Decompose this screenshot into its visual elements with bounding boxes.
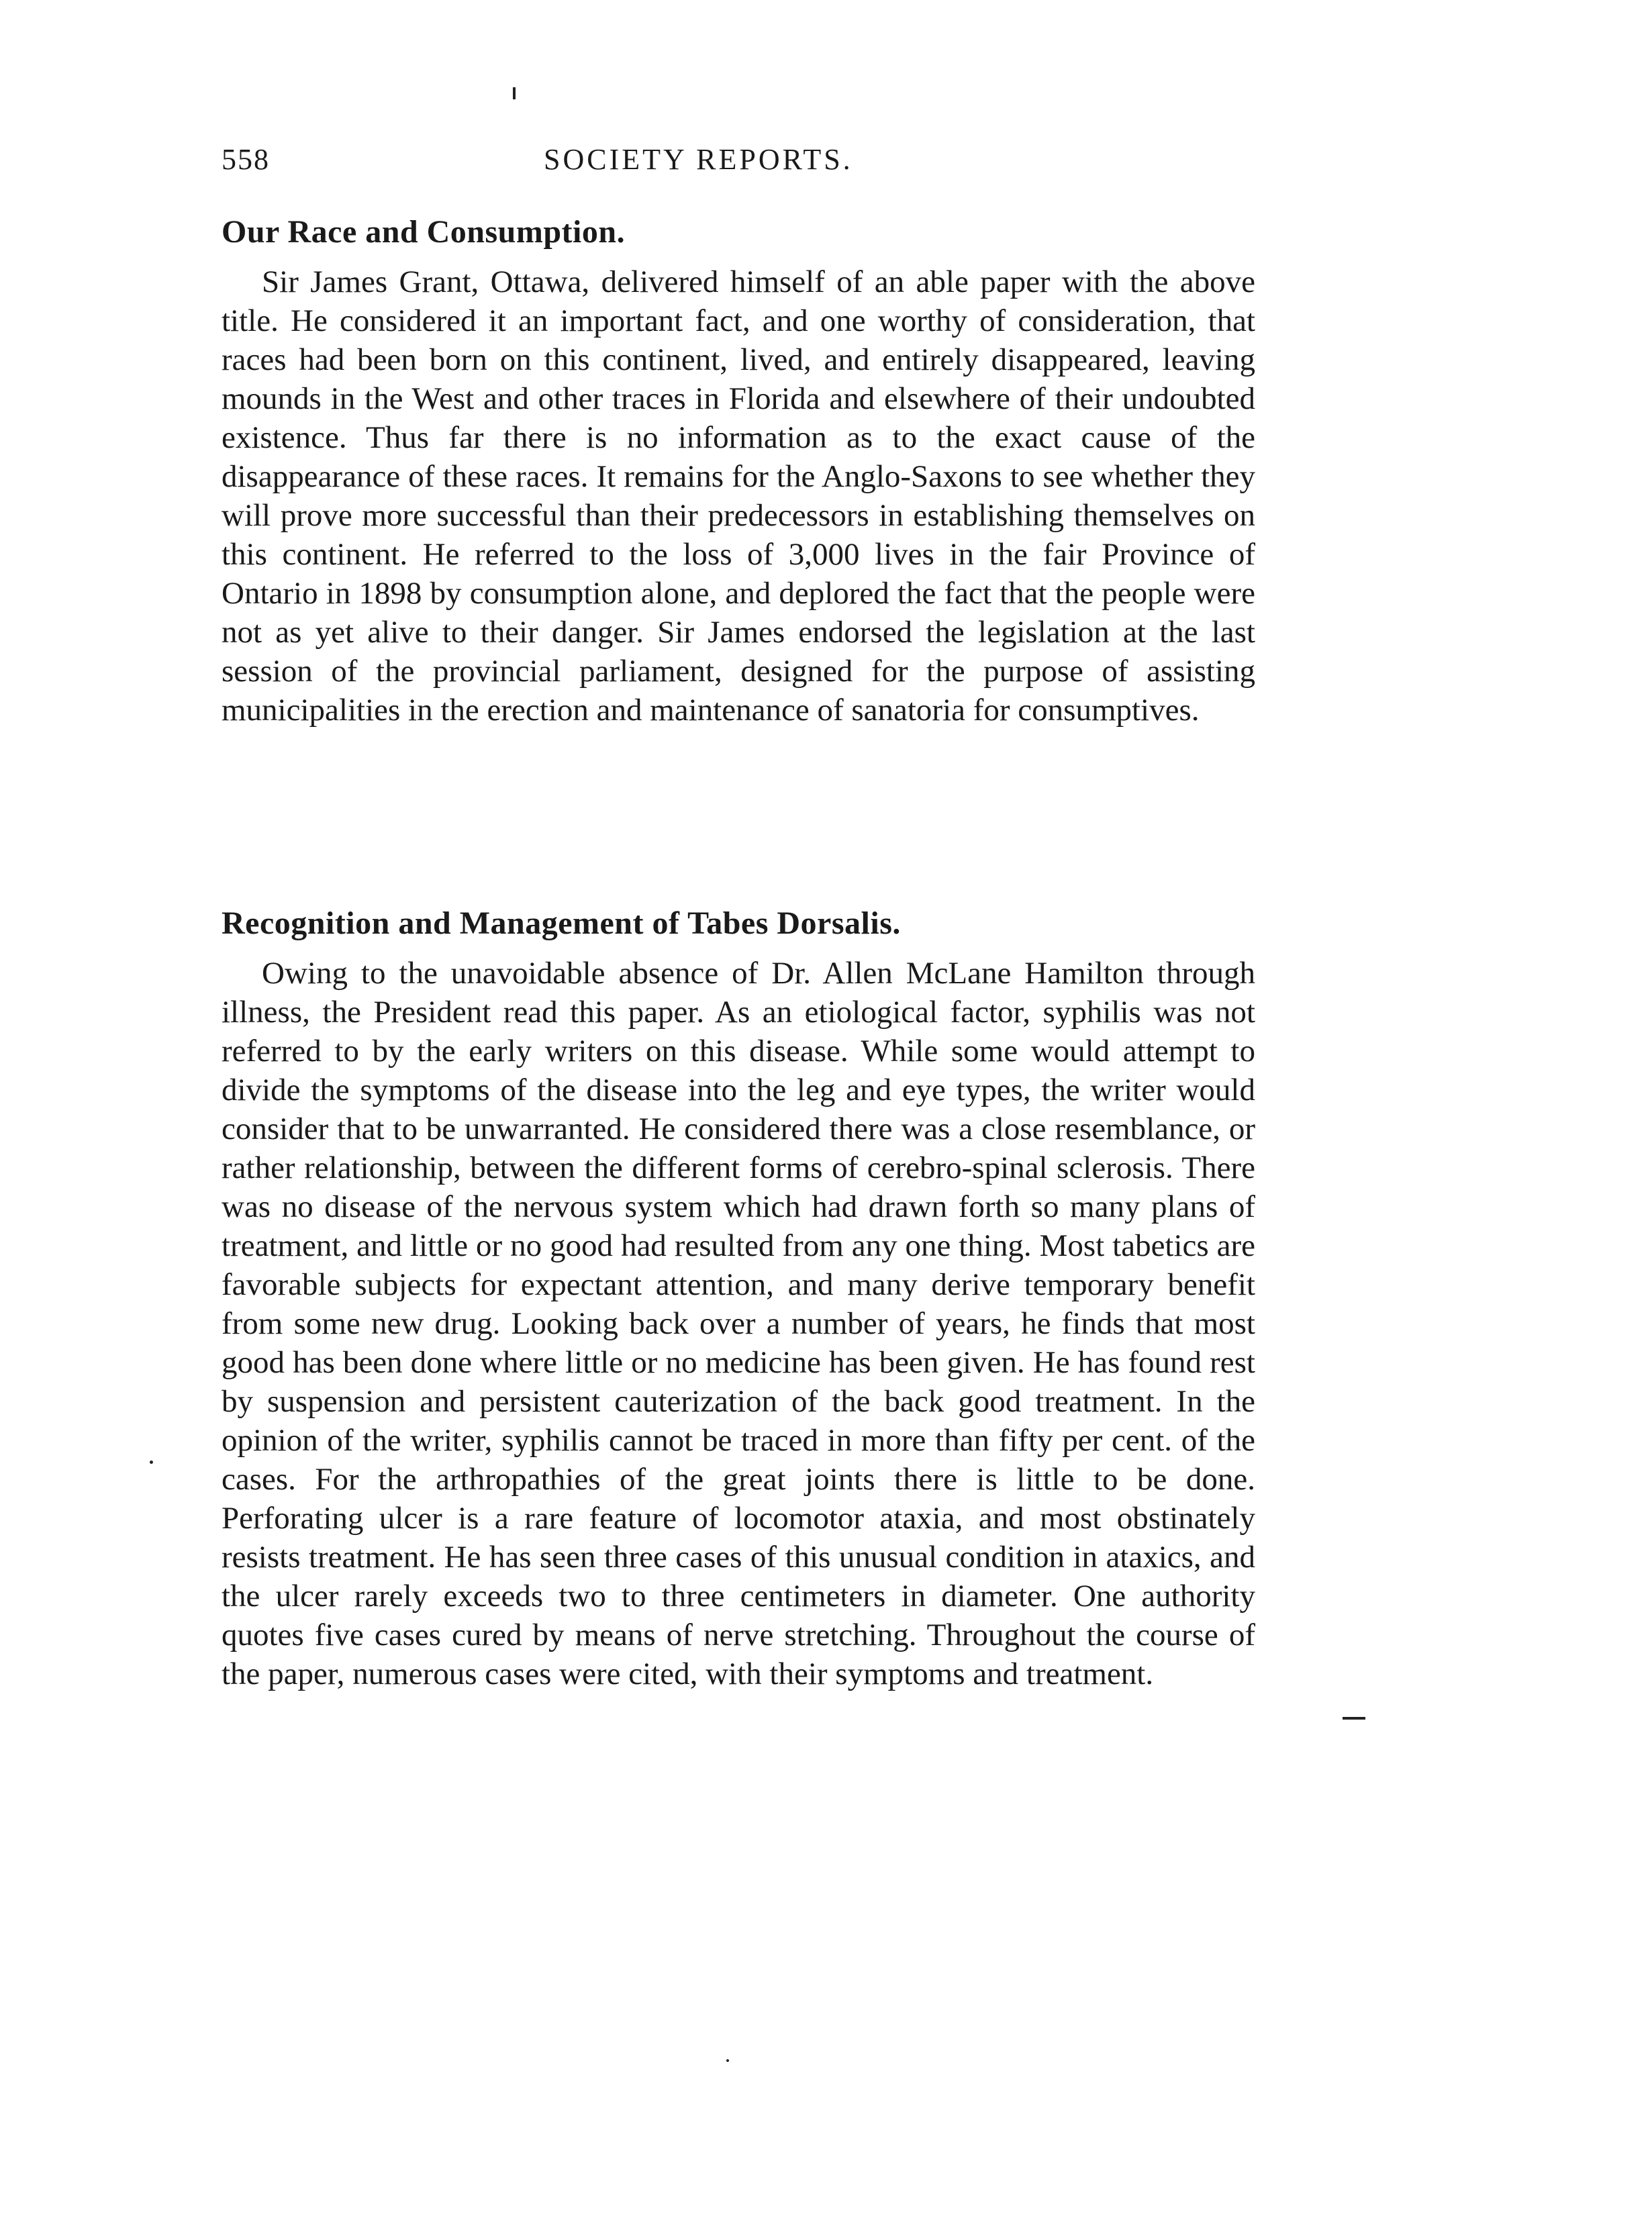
section-tabes-dorsalis bbox=[222, 905, 1255, 1693]
running-head: SOCIETY REPORTS. bbox=[544, 143, 853, 176]
section-body: Owing to the unavoidable absence of Dr. Allen McLane Hamilton through illness, the President read this paper. As an etiological factor, syphilis was not referred to by the early writers on this disease. While some would attempt to divide the symptoms of the disease into the leg and eye types, the writer would consider that to be unwarranted. He considered there was a close resemblance, or rather relationship, between the different forms of cerebro-spinal sclerosis. There was no disease of the nervous system which had drawn forth so many plans of treatment, and little or no good had resulted from any one thing. Most tabetics are favorable subjects for expectant attention, and many derive temporary benefit from some new drug. Looking back over a number of years, he finds that most good has been done where little or no medicine has been given. He has found rest by suspension and persistent cauterization of the back good treatment. In the opinion of the writer, syphilis cannot be traced in more than fifty per cent. of the cases. For the arthropathies of the great joints there is little to be done. Perforating ulcer is a rare feature of locomotor ataxia, and most obstinately resists treatment. He has seen three cases of this unusual condition in ataxics, and the ulcer rarely exceeds two to three centimeters in diameter. One authority quotes five cases cured by means of nerve stretching. Throughout the course of the paper, numerous cases were cited, with their symptoms and treatment. bbox=[222, 956, 1255, 1691]
section-body: Sir James Grant, Ottawa, delivered himself of an able paper with the above title. He considered it an important fact, and one worthy of consideration, that races had been born on this continent, lived, and entirely disappeared, leaving mounds in the West and other traces in Florida and elsewhere of their undoubted existence. Thus far there is no information as to the exact cause of the disappearance of these races. It remains for the Anglo-Saxons to see whether they will prove more successful than their predecessors in establishing themselves on this continent. He referred to the loss of 3,000 lives in the fair Province of Ontario in 1898 by consumption alone, and deplored the fact that the people were not as yet alive to their danger. Sir James endorsed the legislation at the last session of the provincial parliament, designed for the purpose of assisting municipalities in the erection and maintenance of sanatoria for consumptives. bbox=[222, 264, 1255, 728]
margin-dash-mark bbox=[1343, 1717, 1365, 1720]
section-title: Our Race and Consumption. bbox=[222, 214, 626, 250]
page-number: 558 bbox=[222, 143, 270, 176]
section-title: Recognition and Management of Tabes Dorsalis. bbox=[222, 905, 901, 941]
print-speck bbox=[513, 87, 516, 99]
section-our-race-and-consumption bbox=[222, 213, 1255, 730]
page-header bbox=[222, 142, 1249, 189]
print-speck bbox=[150, 1461, 153, 1464]
print-speck bbox=[726, 2059, 729, 2062]
